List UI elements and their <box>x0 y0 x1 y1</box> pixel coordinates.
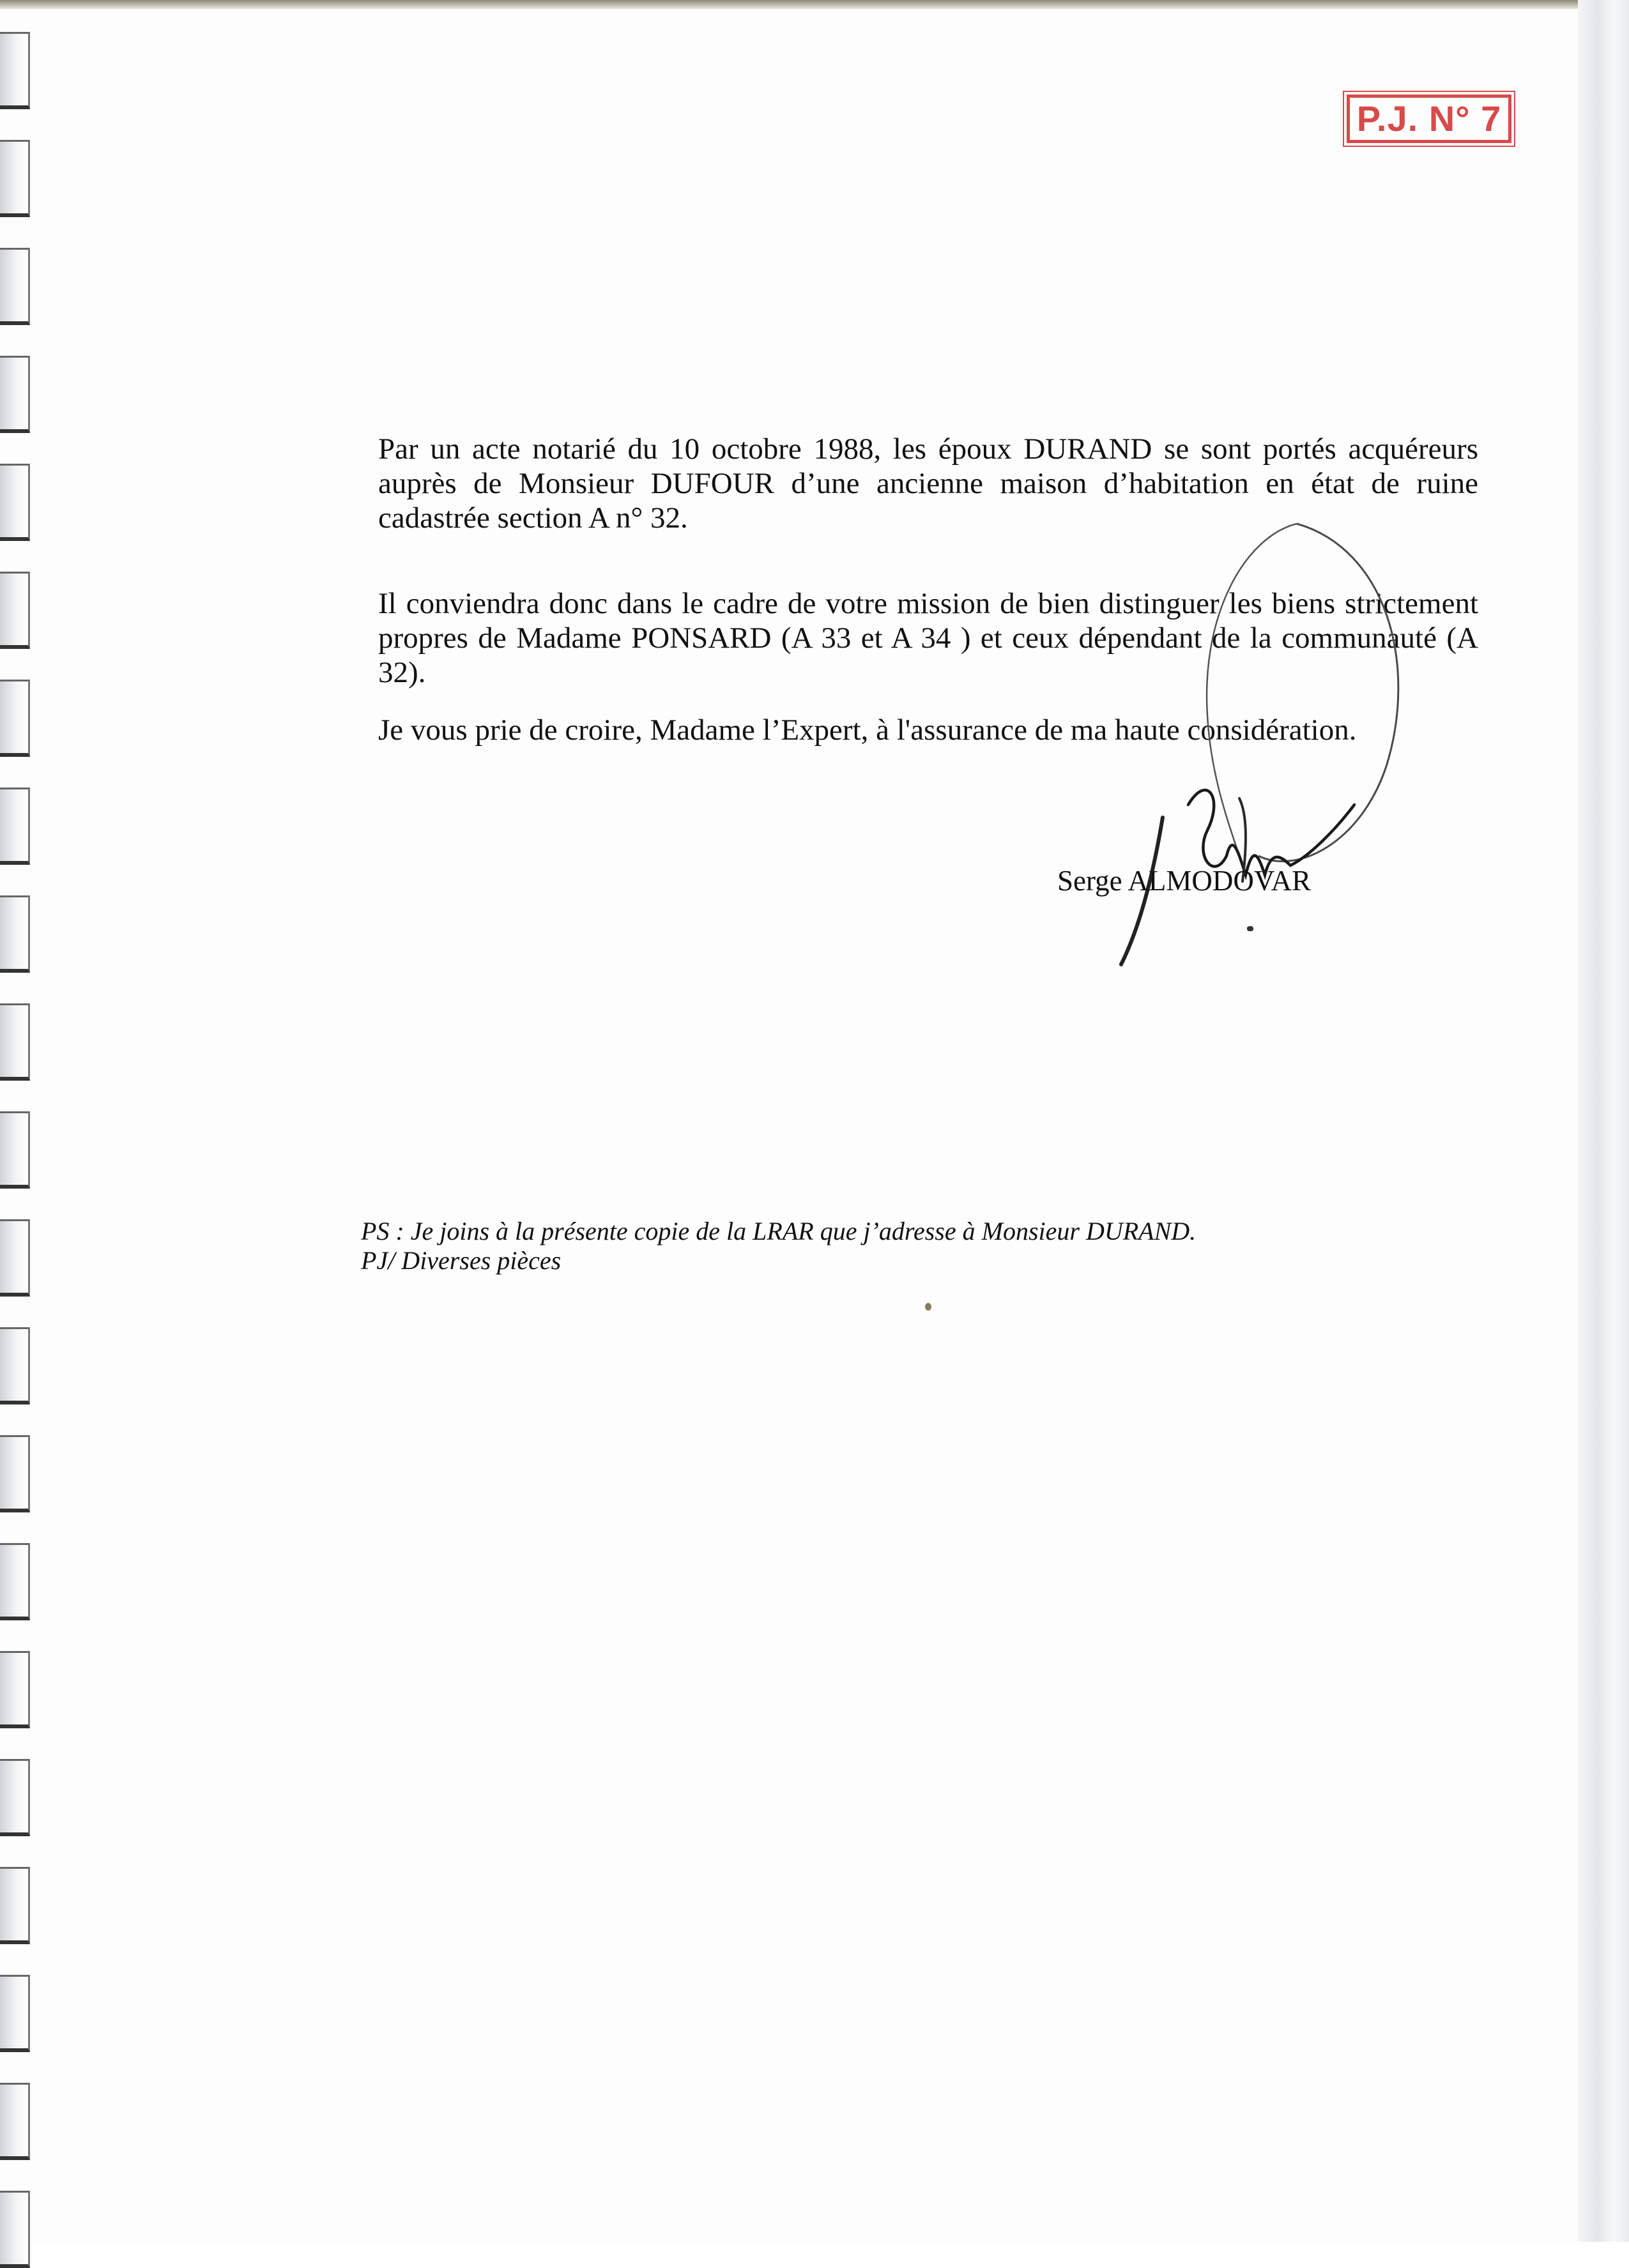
postscript-line: PS : Je joins à la présente copie de la LRAR que j’adresse à Monsieur DURAND. <box>361 1217 1197 1245</box>
attachments-line: PJ/ Diverses pièces <box>361 1246 562 1275</box>
binding-ring <box>0 1975 30 2052</box>
signatory-name: Serge ALMODOVAR <box>1057 865 1312 897</box>
binding-ring <box>0 1327 30 1404</box>
ink-speck <box>1247 926 1253 931</box>
binding-ring <box>0 788 30 865</box>
binding-ring <box>0 2083 30 2160</box>
binding-ring <box>0 1543 30 1620</box>
paragraph-acquisition: Par un acte notarié du 10 octobre 1988, les époux DURAND se sont portés acquéreurs auprès de Monsieur DUFOUR d’une ancienne maison d’habitation en état de ruine cadastrée section A n° 32. <box>378 432 1478 535</box>
attachment-stamp: P.J. N° 7 <box>1347 95 1511 143</box>
binding-ring <box>0 32 30 109</box>
binding-ring <box>0 1651 30 1728</box>
binding-ring <box>0 356 30 433</box>
binding-ring <box>0 140 30 217</box>
page-top-edge <box>0 0 1629 9</box>
handwritten-signature <box>1086 498 1444 984</box>
binding-ring <box>0 2191 30 2268</box>
binding-ring <box>0 895 30 973</box>
paper-speck <box>925 1303 931 1311</box>
binding-ring <box>0 1111 30 1189</box>
postscript-block <box>361 1217 1196 1275</box>
binding-ring <box>0 1003 30 1081</box>
binding-ring <box>0 464 30 541</box>
page-right-edge <box>1578 0 1629 2242</box>
binding-ring <box>0 1435 30 1512</box>
binding-ring <box>0 680 30 757</box>
binding-ring <box>0 1759 30 1836</box>
binding-ring <box>0 248 30 325</box>
spiral-binding <box>0 0 38 2242</box>
binding-ring <box>0 1219 30 1297</box>
paragraph-mission: Il conviendra donc dans le cadre de votre mission de bien distinguer les biens strictement propres de Madame PONSARD (A 33 et A 34 ) et ceux dépendant de la communauté (A 32). <box>378 587 1478 689</box>
binding-ring <box>0 572 30 649</box>
paragraph-closing: Je vous prie de croire, Madame l’Expert, à l'assurance de ma haute considération. <box>378 713 1357 747</box>
binding-ring <box>0 1867 30 1944</box>
